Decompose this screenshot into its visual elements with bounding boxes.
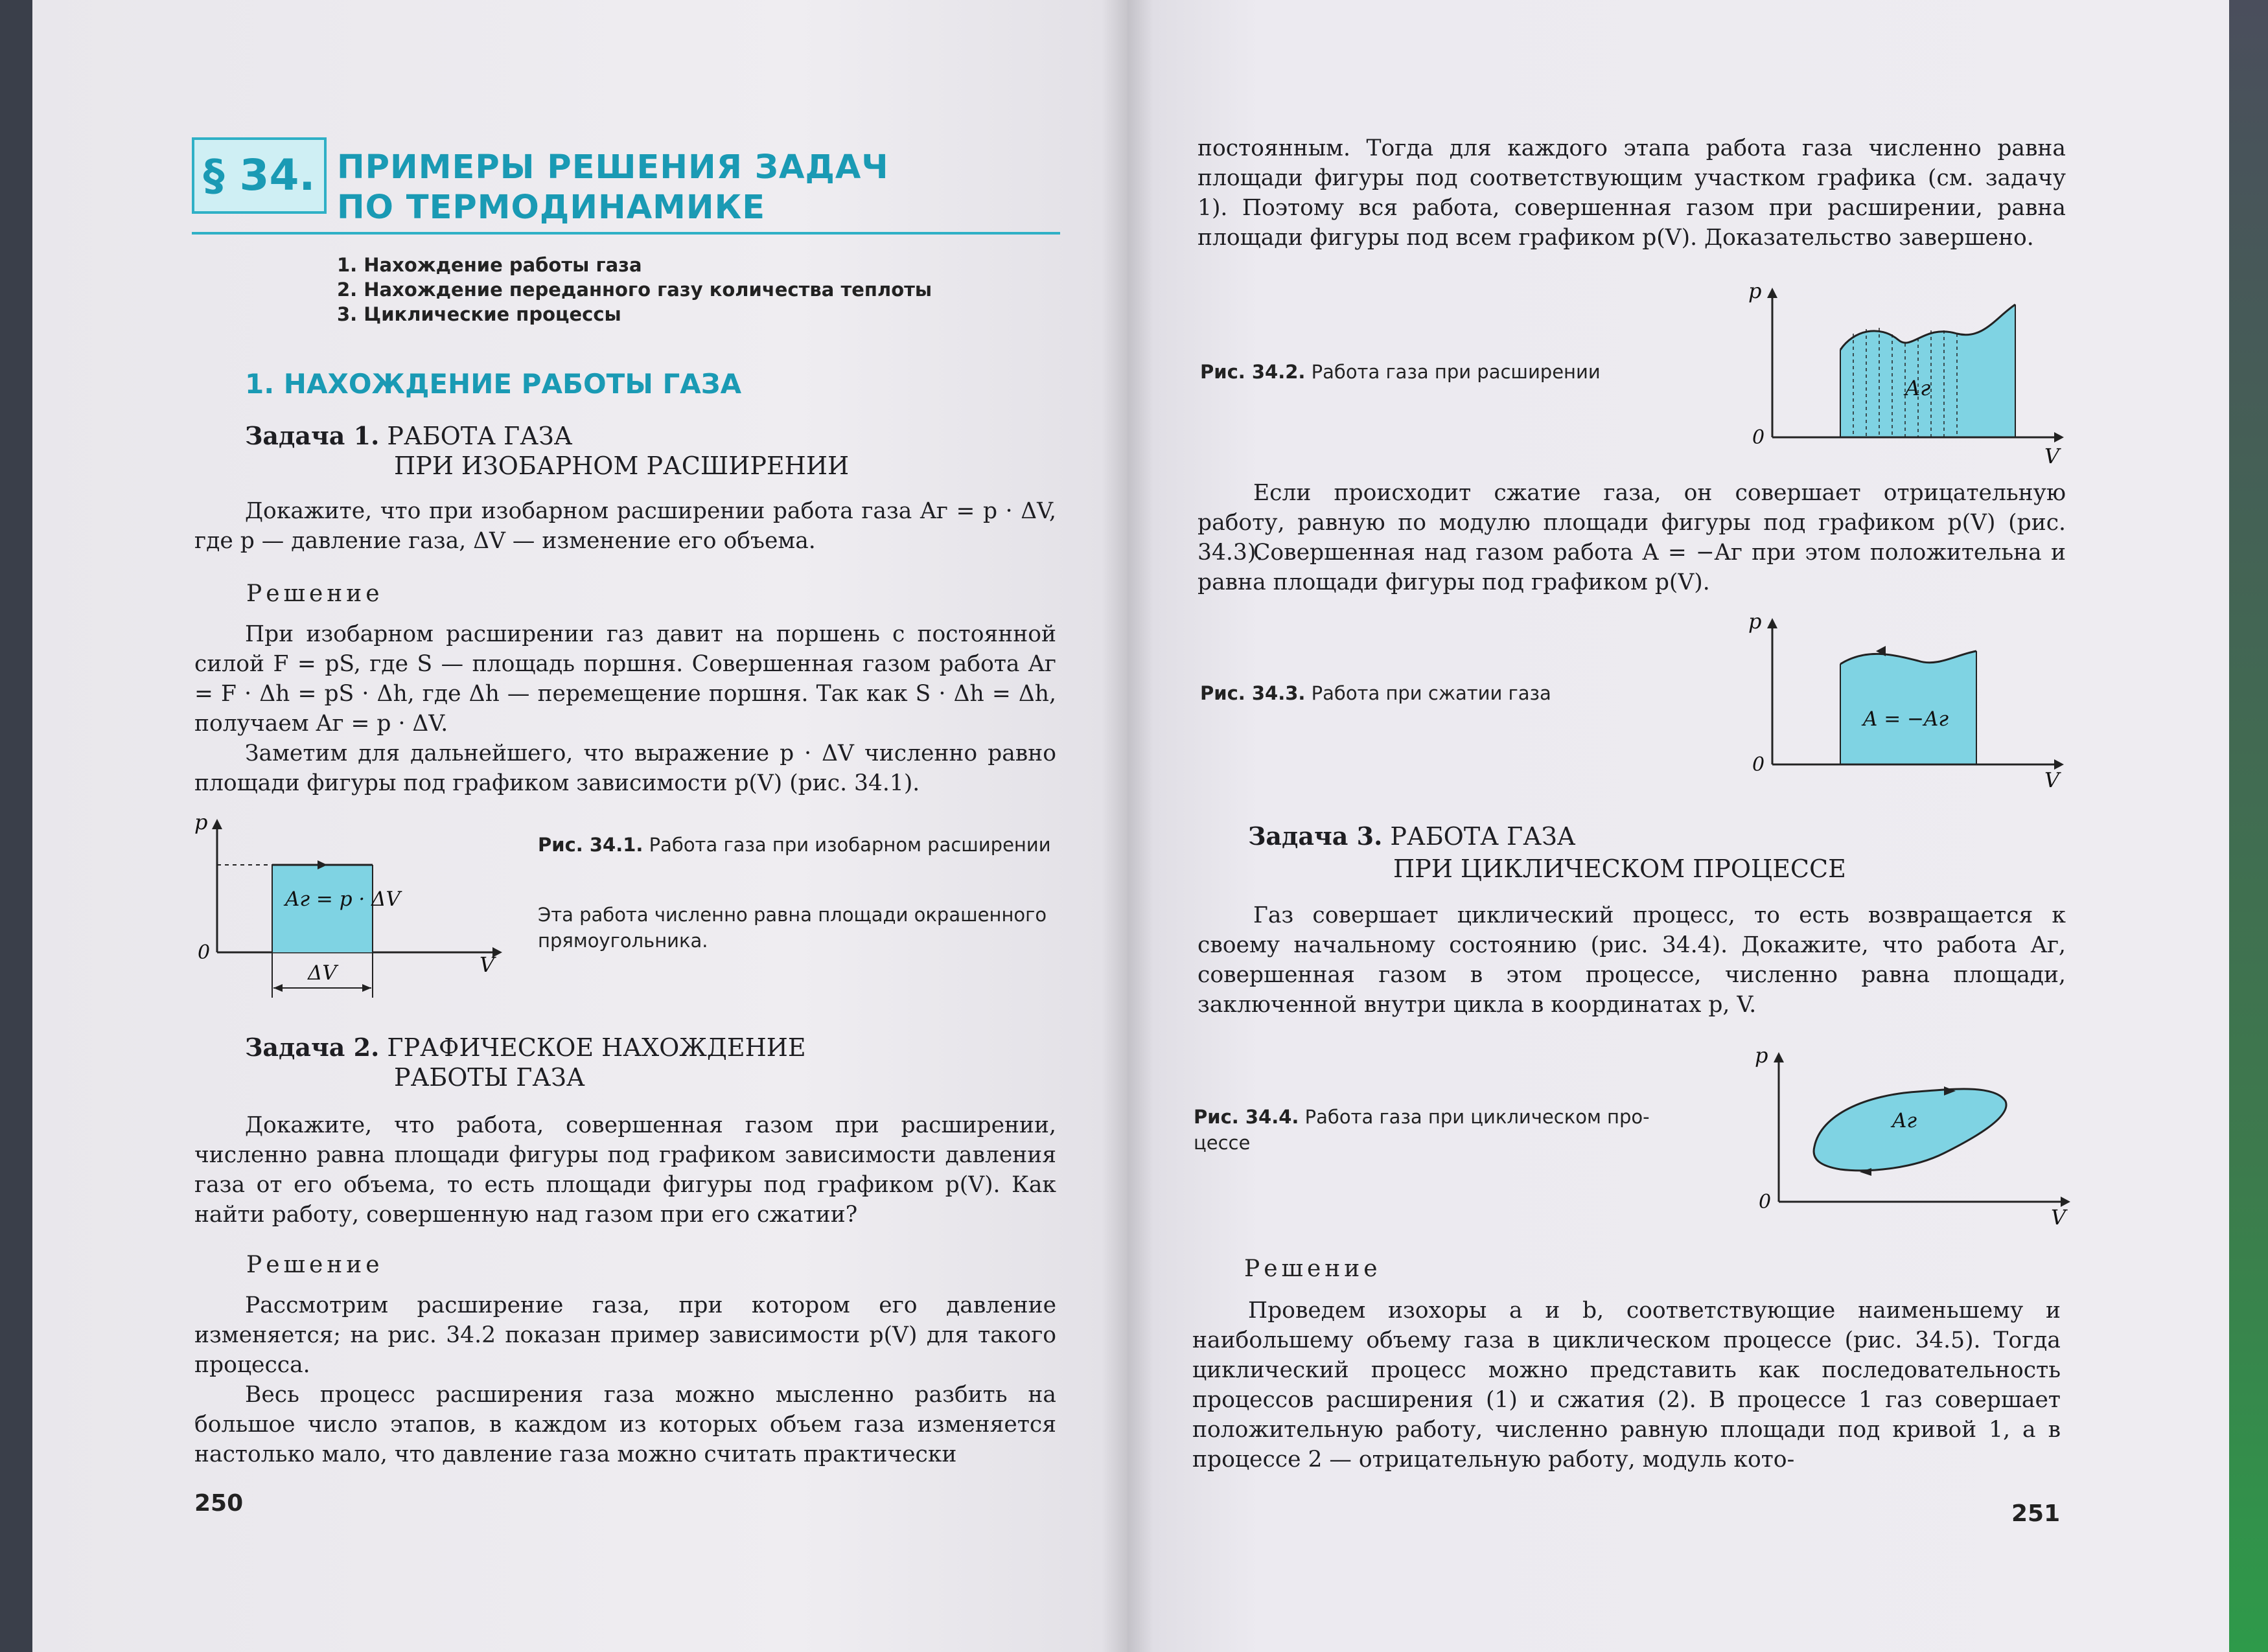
area-label: Aг <box>1905 376 1931 400</box>
p-axis-label: p <box>194 810 208 834</box>
solution-heading: Решение <box>246 1252 384 1278</box>
caption-number: Рис. 34.3. <box>1200 682 1306 704</box>
caption-text: Работа газа при расширении <box>1311 361 1601 383</box>
dv-label: ΔV <box>308 961 337 985</box>
v-axis-label: V <box>2051 1205 2066 1230</box>
caption-text: Работа газа при циклическом про- <box>1304 1106 1650 1128</box>
solution-heading: Решение <box>246 580 384 607</box>
solution3-paragraph: Проведем изохоры a и b, соответствующие наименьшему и наибольшему объему газа в циклическом процессе (рис. 34.5). Тогда циклический процесс можно представить как последовательность процессов расширения (1) и сжатия (2). В процессе 1 газ совершает положительную работу, численно равную площади под кривой 1, а в процессе 2 — отрицательную работу, модуль кото- <box>1192 1298 2061 1473</box>
area-label: Aг = p · ΔV <box>285 888 400 911</box>
task3-heading <box>1248 821 1575 851</box>
area-label: Aг <box>1892 1109 1917 1132</box>
task1-label: Задача 1. <box>245 421 380 450</box>
continuation-paragraph: постоянным. Тогда для каждого этапа работа газа численно равна площади фигуры под соответствующим участком графика (см. задачу 1). Поэтому вся работа, совершенная газом при расширении, равна площади фигуры под всем графиком p(V). Доказательство завершено. <box>1198 135 2066 251</box>
book-spine <box>1102 0 1153 1652</box>
task1-statement: Докажите, что при изобарном расширении работа газа Aг = p · ΔV, где p — давление газа, ΔV — изменение его объема. <box>194 498 1056 554</box>
task2-title2: РАБОТЫ ГАЗА <box>394 1063 585 1092</box>
caption-text: Работа газа при изобарном расширении <box>649 834 1051 856</box>
chapter-number: § 34. <box>192 137 327 214</box>
toc-item: 1. Нахождение работы газа <box>337 254 642 276</box>
task2-title1: ГРАФИЧЕСКОЕ НАХОЖДЕНИЕ <box>387 1033 806 1062</box>
solution1-paragraph2: Заметим для дальнейшего, что выражение p · ΔV численно равно площади фигуры под графиком зависимости p(V) (рис. 34.1). <box>194 740 1056 796</box>
figure-34-4 <box>1750 1043 2087 1237</box>
caption-text: Работа при сжатии газа <box>1311 682 1551 704</box>
dv-arrow-left <box>273 984 283 992</box>
area-label: A = −Aг <box>1863 707 1949 731</box>
task3-title1: РАБОТА ГАЗА <box>1390 822 1576 851</box>
solution2-paragraph2: Весь процесс расширения газа можно мысленно разбить на большое число этапов, в каждом из которых объем газа изменяется настолько мало, что давление газа можно считать практически <box>194 1382 1056 1467</box>
task2-heading <box>245 1033 806 1062</box>
task2-statement: Докажите, что работа, совершенная газом при расширении, численно равна площади фигуры под графиком зависимости давления газа от его объема, то есть площади фигуры под графиком p(V). Как найти работу, совершенную над газом при его сжатии? <box>194 1112 1056 1228</box>
figure-34-1-caption <box>538 832 1056 858</box>
positive-work-paragraph: Совершенная над газом работа A = −Aг при этом положительна и равна площади фигуры под графиком p(V). <box>1198 540 2066 595</box>
p-axis-label: p <box>1755 1043 1768 1068</box>
task3-label: Задача 3. <box>1248 821 1383 851</box>
figure-34-2 <box>1743 279 2080 473</box>
p-axis-arrow <box>1767 618 1777 628</box>
chapter-toc <box>337 253 932 327</box>
caption-number: Рис. 34.4. <box>1194 1106 1299 1128</box>
chapter-title-line2: ПО ТЕРМОДИНАМИКЕ <box>337 189 766 227</box>
task1-title2: ПРИ ИЗОБАРНОМ РАСШИРЕНИИ <box>394 452 850 480</box>
caption-number: Рис. 34.2. <box>1200 361 1306 383</box>
section-heading: 1. НАХОЖДЕНИЕ РАБОТЫ ГАЗА <box>245 368 742 400</box>
v-axis-arrow <box>2054 432 2064 442</box>
page-number-right: 251 <box>2011 1500 2061 1527</box>
figure-34-3-caption <box>1200 680 1718 706</box>
origin-label: 0 <box>1752 426 1765 449</box>
v-axis-label: V <box>480 952 495 977</box>
task1-heading <box>245 421 572 451</box>
v-axis-label: V <box>2044 444 2060 468</box>
compression-paragraph: Если происходит сжатие газа, он совершает отрицательную работу, равную по модулю площади фигуры под графиком p(V) (рис. 34.3). <box>1198 480 2066 566</box>
v-axis-label: V <box>2044 768 2060 790</box>
figure-34-1 <box>188 810 525 1004</box>
caption-number: Рис. 34.1. <box>538 834 643 856</box>
page-number-left: 250 <box>194 1490 244 1517</box>
origin-label: 0 <box>1752 753 1765 776</box>
chapter-title-line1: ПРИМЕРЫ РЕШЕНИЯ ЗАДАЧ <box>337 148 889 187</box>
figure-34-4-caption <box>1194 1104 1712 1156</box>
origin-label: 0 <box>198 941 211 964</box>
task1-title1: РАБОТА ГАЗА <box>387 422 573 450</box>
toc-item: 2. Нахождение переданного газу количества теплоты <box>337 279 932 301</box>
caption-text: цессе <box>1194 1132 1251 1154</box>
dv-arrow-right <box>362 984 371 992</box>
task2-label: Задача 2. <box>245 1033 380 1062</box>
p-axis-arrow <box>1767 288 1777 298</box>
figure-34-3 <box>1743 609 2080 790</box>
solution2-paragraph1: Рассмотрим расширение газа, при котором его давление изменяется; на рис. 34.2 показан пример зависимости p(V) для такого процесса. <box>194 1292 1056 1378</box>
p-axis-label: p <box>1748 609 1762 634</box>
solution1-paragraph1: При изобарном расширении газ давит на поршень с постоянной силой F = pS, где S — площадь поршня. Совершенная газом работа Aг = F · Δh = pS · Δh, где Δh — перемещение поршня. Так как S · Δh = Δh, получаем Aг = p · ΔV. <box>194 621 1056 737</box>
p-axis-arrow <box>1774 1052 1784 1062</box>
origin-label: 0 <box>1759 1191 1772 1213</box>
figure-34-2-caption <box>1200 359 1718 385</box>
solution-heading: Решение <box>1244 1256 1382 1282</box>
task3-title2: ПРИ ЦИКЛИЧЕСКОМ ПРОЦЕССЕ <box>1393 855 1846 883</box>
toc-item: 3. Циклические процессы <box>337 303 621 325</box>
p-axis-label: p <box>1748 279 1762 303</box>
task3-statement: Газ совершает циклический процесс, то есть возвращается к своему начальному состоянию (рис. 34.4). Докажите, что работа Aг, совершенная газом в этом процессе, численно равна площади, заключенной внутри цикла в координатах p, V. <box>1198 902 2066 1018</box>
figure-34-1-note: Эта работа численно равна площади окрашенного прямоугольника. <box>538 904 1047 952</box>
chapter-title <box>337 148 889 228</box>
p-axis-arrow <box>212 819 222 829</box>
background-edge <box>2229 0 2268 1652</box>
chapter-rule <box>192 232 1060 235</box>
